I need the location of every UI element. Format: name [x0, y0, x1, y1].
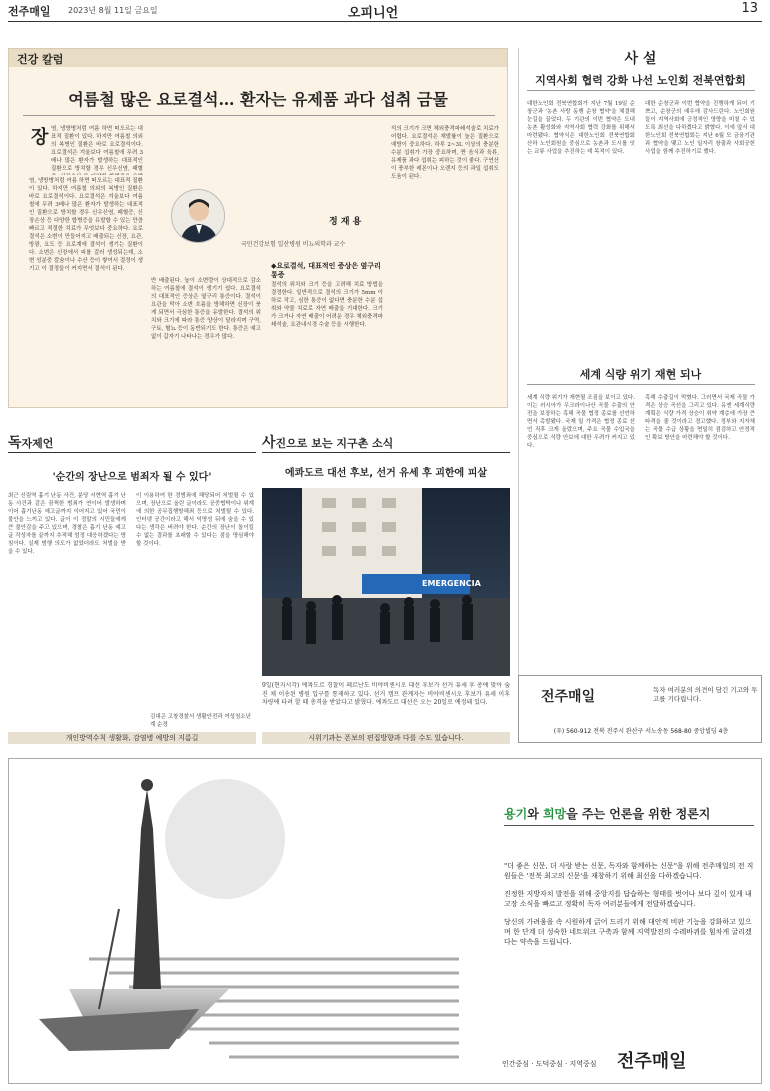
author-name: 정 재 용	[329, 217, 362, 227]
drop-cap: 장	[31, 127, 49, 148]
lighthouse-illustration	[29, 769, 469, 1075]
ad-headline-word-2: 희망	[542, 807, 567, 821]
editorial-1-col2: 대한 순창군과 이번 협약을 진행하게 되어 기쁘고, 순창군의 예우에 감사드린다. 노인회원들이 지역사회에 긍정적인 영향을 미칠 수 있도록 최선을 다하겠다고 밝혔다. 이에 앞서 대한노인회 전북연합회는 지난 6월 모 금융기관과 협약을 맺고 노인 일자리 창출과 사회공헌 사업을 함께 추진하기로 했다.	[645, 101, 755, 155]
paper-name: 전주매일	[8, 5, 51, 18]
reader-category-mark: 독	[8, 435, 22, 451]
photo-news-headline: 에콰도르 대선 후보, 선거 유세 후 괴한에 피살	[284, 468, 488, 479]
ad-headline	[504, 805, 710, 822]
reader-column	[8, 432, 256, 742]
divider	[504, 825, 754, 826]
health-text-col4: 석의 크기가 크면 체외충격파쇄석술로 치료가 어렵다. 요로결석은 재발률이 높은 질환으로 예방이 중요하다. 하루 2~3L 이상의 충분한 수분 섭취가 가장 중요하며, 짠 음식과 육류, 유제품 과다 섭취는 피하는 것이 좋다. 구연산이 풍부한 레몬이나 오렌지 등의 과일 섭취도 도움이 된다.	[391, 126, 499, 180]
divider	[8, 452, 256, 453]
editorial-2-col1: 세계 식량 위기가 재현될 조짐을 보이고 있다. 이는 러시아가 우크라이나산 곡물 수출의 안전을 보장하는 흑해 곡물 협정 종료를 선언하면서 촉발됐다. 국제 밀 가격은 협정 종료 선언 직후 크게 올랐으며, 주요 곡물 수입국을 중심으로 식량 안보에 대한 우려가 커지고 있다.	[527, 395, 635, 449]
ad-headline-rest: 을 주는 언론을 위한 정론지	[566, 807, 711, 821]
photo-news-category-label: 진으로 보는 지구촌 소식	[275, 437, 394, 450]
notice-address: (우) 560-912 전북 전주시 완산구 서노송동 568-80 중앙빌딩 4층	[553, 728, 729, 735]
health-text-col3: 결석의 위치와 크기 등을 고려해 치료 방법을 결정한다. 일반적으로 결석의 크기가 5mm 이하로 작고, 심한 통증이 없다면 충분한 수분 섭취와 약물 치료로 자연 배출을 기대한다. 크기가 크거나 자연 배출이 어려운 경우 체외충격파쇄석술, 요관내시경 수술 등을 시행한다.	[271, 282, 383, 328]
health-text-intro: 염, 냉방병처럼 여름 하면 떠오르는 대표적 질환이 있다. 하지만 여름철 의외의 복병인 질환은 바로 요로결석이다. 요로결석은 겨울보다 여름철에 무려 3배나 많은 환자가 발생하는 대표적인 질환으로 방치할 경우 신우신염, 패혈	[51, 126, 143, 172]
editorial-column	[518, 48, 762, 688]
emergency-sign: EMERGENCIA	[422, 579, 481, 588]
photo-news	[262, 432, 510, 744]
author-photo	[171, 189, 225, 243]
reader-text-col1: 최근 신림역 흉기 난동 사건, 분당 서현역 흉기 난동 사건과 같은 끔찍한 범죄가 연이어 발생하며 이어 흉기난동 예고글까지 이어지고 있어 국민이 불안을 느끼고 있다. 글이 이 정말의 시민들에게 큰 불안감을 주고 있으며, 경찰은 흉기 난동 예고글 작성자를 끝까지 추적해 엄정 대응하겠다는 방침이다. 실제 범행 의도가 없었더라도 처벌을 받을 수 있다.	[8, 493, 126, 555]
newspaper-advert	[8, 758, 762, 1084]
reader-headline: '순간의 장난으로 범죄자 될 수 있다'	[52, 472, 212, 483]
page-number: 13	[741, 1, 758, 16]
health-category: 건강 칼럼	[9, 49, 507, 67]
section-title: 오피니언	[348, 6, 399, 21]
divider	[23, 115, 495, 116]
ad-paragraph-1: "더 좋은 신문, 더 사랑 받는 신문, 독자와 함께하는 신문"을 위해 전주매일의 전 직원들은 '전북 최고의 신문'을 재창하기 위해 최선을 다하겠습니다.	[504, 862, 754, 880]
photo-news-category-mark: 사	[262, 435, 276, 451]
author-title: 국민건강보험 일산병원 비뇨의학과 교수	[241, 241, 346, 248]
reader-category	[8, 432, 53, 452]
photo-caption: 9일(현지시각) 에콰도르 경찰이 페르난도 비야비센시오 대선 후보가 선거 유세 후 총에 맞아 숨진 채 이송된 병원 입구를 통제하고 있다. 선거 캠프 관계자는 비야비센시오 후보가 유세 이후 차량에 타려 할 때 총격을 받았다고 밝혔다. 에콰도르 대선은 오는 20일로 예정돼 있다.	[262, 682, 510, 706]
reader-category-label: 자제언	[21, 437, 54, 450]
ad-slogan: 인간중심 · 도덕중심 · 지역중심	[502, 1060, 597, 1068]
health-headline: 여름철 많은 요로결석… 환자는 유제품 과다 섭취 금물	[68, 90, 448, 109]
editorial-2-col2: 흑해 수출길이 막혔다. 그러면서 국제 곡물 가격은 상승 곡선을 그리고 있다. 유엔 세계식량계획은 식량 가격 상승이 취약 계층에 가장 큰 타격을 줄 것이라고 경고했다. 정부와 지자체는 곡물 수급 상황을 면밀히 점검하고 안정적인 확보 방안을 마련해야 할 것이다.	[645, 395, 755, 441]
editorial-title-2: 세계 식량 위기 재현 되나	[579, 368, 702, 381]
divider	[262, 452, 510, 453]
photo-news-band: 시위기과는 폰보의 편집방향과 다를 수도 있습니다.	[262, 732, 510, 744]
notice-message: 독자 여러분의 의견이 담긴 기고와 투고를 기다립니다.	[653, 686, 758, 703]
health-text-col2: 반 배출된다. 높이 소변량이 상대적으로 감소하는 여름철에 결석이 생기기 쉽다. 요로결석의 대표적인 증상은 옆구리 통증이다. 결석이 요관을 막아 소변 흐름을 방해하면 신장이 붓게 되면서 극심한 통증을 유발한다. 결석의 위치와 크기에 따라 통증 양상이 달라지며 구역, 구토, 혈뇨 등이 동반되기도 한다. 통증은 예고 없이 갑자기 나타나는 경우가 많다.	[151, 278, 261, 340]
notice-logo: 전주매일	[541, 689, 596, 705]
editorial-title-1: 지역사회 협력 강화 나선 노인회 전북연합회	[535, 74, 746, 87]
issue-date: 2023년 8월 11일 금요일	[68, 6, 158, 15]
ad-paragraph-3: 당신의 가려움을 속 시원하게 긁어 드리기 위해 대안적 비판 기능을 강화하고 있으며 한 단계 더 성숙한 네트워크 구축과 함께 지역발전의 수레바퀴를 힘차게 굴리겠다는 약속을 드립니다.	[504, 918, 752, 946]
divider	[527, 90, 755, 91]
divider	[527, 384, 755, 385]
news-photo	[262, 488, 510, 676]
health-text-col1: 염, 냉방병처럼 여름 하면 떠오르는 대표적 질환이 있다. 하지만 여름철 의외의 복병인 질환은 바로 요로결석이다. 요로결석은 겨울보다 여름철에 무려 3배나 많은 환자가 발생하는 대표적인 질환으로 방치할 경우 신우신염, 패혈증, 신장손상 등 다양한 합병증을 유발할 수 있는 만큼 빠르고 적절한 치료가 무엇보다 중요하다. 요로결석은 소변이 만들어지고 배출되는 신장, 요관, 방광, 요도 등 요로계에 결석이 생기는 질환이다. 소변은 신장에서 피를 걸러 생성되는데, 소변 성분중 칼슘이나 수산 등이 쌓여서 결정이 생기고 이 결정들이 커지면서 결석이 된다.	[29, 178, 143, 272]
ad-logo: 전주매일	[617, 1051, 687, 1072]
ad-paragraph-2: 진정한 지방자치 발전을 위해 중앙지를 답습하는 형태를 벗어나 보다 깊이 있게 내 고장 소식을 빠르고 정확히 독자 여러분들에게 전달하겠습니다.	[504, 890, 752, 908]
health-subhead: ◆요로결석, 대표적인 증상은 옆구리 통증	[271, 261, 381, 279]
reader-text-col2: 이 이용하여 한 경범죄에 해당되어 처벌될 수 있으며, 장난으로 올린 글이라도 공중협박이나 위계에 의한 공무집행방해죄 등으로 처벌될 수 있다. 인터넷 공간이라고 해서 익명성 뒤에 숨을 수 있다는 생각은 버려야 한다. 순간의 장난이 돌이킬 수 없는 결과를 초래할 수 있다는 점을 명심해야 할 것이다.	[136, 493, 254, 547]
ad-headline-word-1: 용기	[504, 807, 528, 821]
ad-body	[504, 861, 754, 955]
editorial-1-col1: 대한노인회 전북연합회가 지난 7월 19일 순창군과 '농촌 사랑 동행 순창 협약'을 체결해 눈길을 끌었다. 두 기관의 이번 협약은 도내 농촌 활성화와 지역사회 협력 강화를 위해서 마련됐다. 협약식은 대한노인회 전북연합회 산하 노인회원을 중심으로 농촌과 도시를 잇는 교류 사업을 추진하는 데 목적이 있다.	[527, 101, 635, 155]
editorial-category: 사 설	[624, 51, 657, 67]
reader-author: 김대곤 고창경찰서 생활안전과 여성청소년계 순경	[150, 714, 251, 728]
health-column	[8, 48, 508, 408]
reader-band: 개인방역수칙 생활화, 감염병 예방의 지름길	[8, 732, 256, 744]
submission-notice	[518, 675, 762, 743]
page-header	[8, 0, 762, 22]
ad-headline-joint: 와	[527, 807, 543, 821]
photo-news-category	[262, 432, 393, 452]
